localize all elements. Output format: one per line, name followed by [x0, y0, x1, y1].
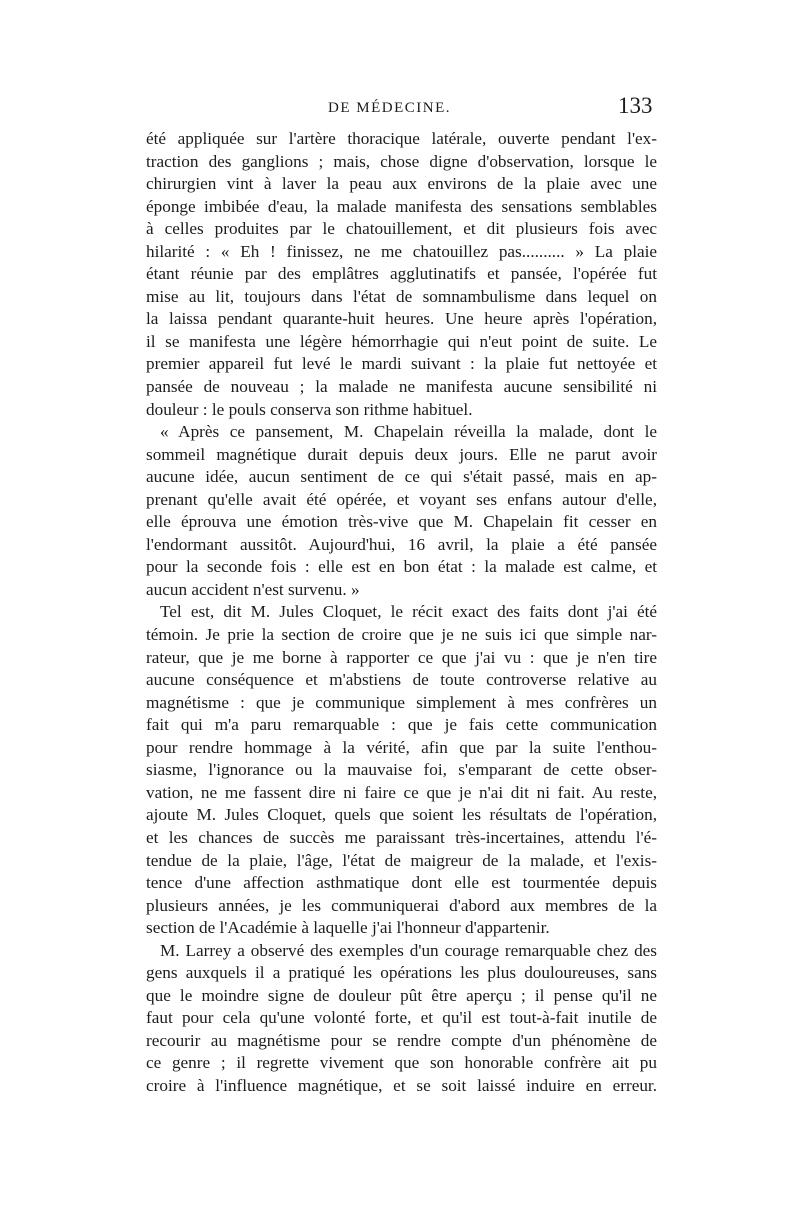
text-line: pour rendre hommage à la vérité, afin que par la suite l'enthou- — [146, 737, 657, 757]
text-line: hilarité : « Eh ! finissez, ne me chatouillez pas.......... » La plaie — [146, 241, 657, 261]
text-line: Tel est, dit M. Jules Cloquet, le récit exact des faits dont j'ai été — [160, 602, 657, 622]
text-line: la laissa pendant quarante-huit heures. Une heure après l'opération, — [146, 309, 657, 329]
text-line: section de l'Académie à laquelle j'ai l'honneur d'appartenir. — [146, 918, 550, 938]
text-line: mise au lit, toujours dans l'état de somnambulisme dans lequel on — [146, 286, 657, 306]
text-line: et les chances de succès me paraissant très-incertaines, attendu l'é- — [146, 827, 657, 847]
text-line: tence d'une affection asthmatique dont elle est tourmentée depuis — [146, 873, 657, 893]
text-line: témoin. Je prie la section de croire que je ne suis ici que simple nar- — [146, 625, 657, 645]
text-line: croire à l'influence magnétique, et se soit laissé induire en erreur. — [146, 1075, 657, 1095]
text-line: vation, ne me fassent dire ni faire ce que je n'ai dit ni fait. Au reste, — [146, 782, 657, 802]
text-line: premier appareil fut levé le mardi suivant : la plaie fut nettoyée et — [146, 354, 657, 374]
text-line: « Après ce pansement, M. Chapelain réveilla la malade, dont le — [160, 422, 657, 442]
text-line: que le moindre signe de douleur pût être aperçu ; il pense qu'il ne — [146, 985, 657, 1005]
text-line: tendue de la plaie, l'âge, l'état de maigreur de la malade, et l'exis- — [146, 850, 657, 870]
body-text — [146, 128, 657, 1098]
text-line: prenant qu'elle avait été opérée, et voyant ses enfans autour d'elle, — [146, 489, 657, 509]
text-line: elle éprouva une émotion très-vive que M. Chapelain fit cesser en — [146, 512, 657, 532]
text-line: il se manifesta une légère hémorrhagie qui n'eut point de suite. Le — [146, 331, 657, 351]
text-line: aucun accident n'est survenu. » — [146, 579, 360, 599]
text-line: été appliquée sur l'artère thoracique latérale, ouverte pendant l'ex- — [146, 129, 657, 148]
text-line: aucune conséquence et m'abstiens de toute controverse relative au — [146, 670, 657, 690]
page-number: 133 — [618, 93, 653, 118]
text-line: chirurgien vint à laver la peau aux environs de la plaie avec une — [146, 174, 657, 194]
text-line: l'endormant aussitôt. Aujourd'hui, 16 avril, la plaie a été pansée — [146, 534, 657, 554]
text-line: douleur : le pouls conserva son rithme habituel. — [146, 399, 473, 419]
text-line: gens auxquels il a pratiqué les opérations les plus douloureuses, sans — [146, 963, 657, 983]
text-line: rateur, que je me borne à rapporter ce que j'ai vu : que je n'en tire — [146, 647, 657, 667]
text-line: à celles produites par le chatouillement, et dit plusieurs fois avec — [146, 219, 657, 239]
text-line: traction des ganglions ; mais, chose digne d'observation, lorsque le — [146, 151, 657, 171]
running-head: DE MÉDECINE. — [328, 100, 451, 116]
text-line: ce genre ; il regrette vivement que son honorable confrère ait pu — [146, 1053, 657, 1073]
text-line: fait qui m'a paru remarquable : que je fais cette communication — [146, 715, 657, 735]
text-line: aucune idée, aucun sentiment de ce qui s'était passé, mais en ap- — [146, 467, 657, 487]
text-line: plusieurs années, je les communiquerai d'abord aux membres de la — [146, 895, 657, 915]
text-line: pansée de nouveau ; la malade ne manifesta aucune sensibilité ni — [146, 377, 657, 397]
text-line: éponge imbibée d'eau, la malade manifesta des sensations semblables — [146, 196, 657, 216]
text-line: siasme, l'ignorance ou la mauvaise foi, s'emparant de cette obser- — [146, 760, 657, 780]
text-line: faut pour cela qu'une volonté forte, et qu'il est tout-à-fait inutile de — [146, 1008, 657, 1028]
text-line: étant réunie par des emplâtres agglutinatifs et pansée, l'opérée fut — [146, 264, 657, 284]
text-line: recourir au magnétisme pour se rendre compte d'un phénomène de — [146, 1030, 657, 1050]
text-line: pour la seconde fois : elle est en bon état : la malade est calme, et — [146, 557, 657, 577]
text-line: sommeil magnétique durait depuis deux jours. Elle ne parut avoir — [146, 444, 657, 464]
text-line: magnétisme : que je communique simplement à mes confrères un — [146, 692, 657, 712]
text-line: ajoute M. Jules Cloquet, quels que soient les résultats de l'opération, — [146, 805, 657, 825]
text-line: M. Larrey a observé des exemples d'un courage remarquable chez des — [160, 940, 657, 960]
